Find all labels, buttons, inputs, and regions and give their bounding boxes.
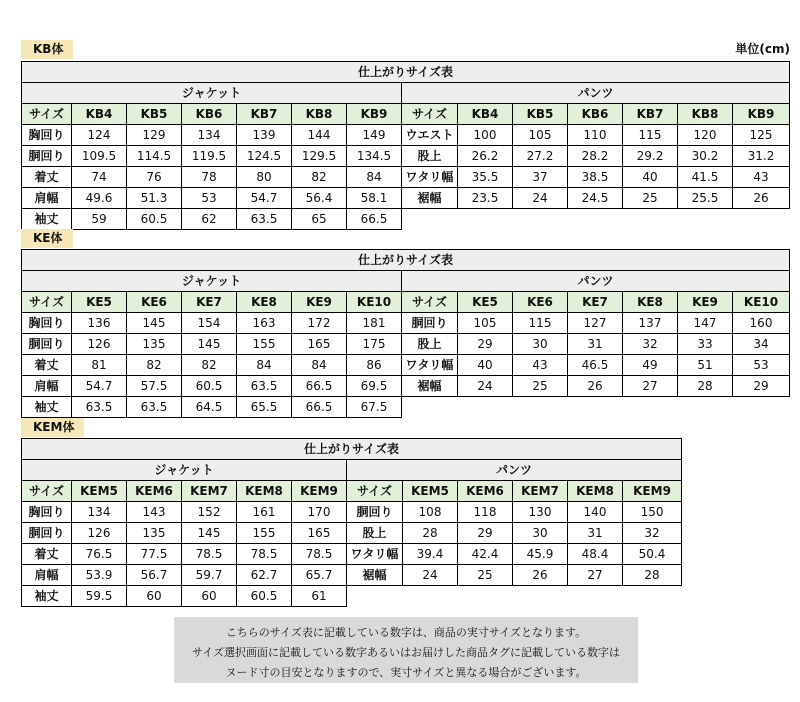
pants-cell: 24	[513, 188, 568, 209]
pants-cell: 33	[678, 334, 733, 355]
pants-cell: 100	[458, 125, 513, 146]
jacket-row-label: 袖丈	[22, 586, 72, 607]
pants-header-cell: KEM6	[458, 481, 513, 502]
title-row	[22, 250, 790, 271]
pants-cell: 130	[513, 502, 568, 523]
pants-header-cell: KE9	[678, 292, 733, 313]
jacket-cell: 53	[182, 188, 237, 209]
pants-cell: 53	[733, 355, 790, 376]
jacket-header-cell: KE5	[72, 292, 127, 313]
jacket-cell: 60.5	[127, 209, 182, 230]
jacket-header-cell: KEM8	[237, 481, 292, 502]
jacket-header-cell: KB4	[72, 104, 127, 125]
jacket-cell: 74	[72, 167, 127, 188]
jacket-cell: 80	[237, 167, 292, 188]
pants-cell: 31.2	[733, 146, 790, 167]
jacket-row-label: 肩幅	[22, 565, 72, 586]
jacket-cell: 53.9	[72, 565, 127, 586]
pants-cell: 28	[403, 523, 458, 544]
jacket-cell: 63.5	[72, 397, 127, 418]
jacket-cell: 78.5	[237, 544, 292, 565]
jacket-cell: 56.7	[127, 565, 182, 586]
jacket-cell: 149	[347, 125, 402, 146]
pants-cell: 31	[568, 523, 623, 544]
header-row	[22, 481, 682, 502]
jacket-cell: 82	[127, 355, 182, 376]
jacket-cell: 114.5	[127, 146, 182, 167]
jacket-cell: 145	[182, 523, 237, 544]
jacket-cell: 62.7	[237, 565, 292, 586]
pants-cell: 137	[623, 313, 678, 334]
jacket-cell: 181	[347, 313, 402, 334]
jacket-cell: 57.5	[127, 376, 182, 397]
pants-cell: 28	[678, 376, 733, 397]
table-row	[22, 125, 790, 146]
header-row	[22, 104, 790, 125]
pants-cell: 40	[458, 355, 513, 376]
table-row	[22, 544, 682, 565]
pants-cell: 140	[568, 502, 623, 523]
table-row	[22, 397, 790, 418]
jacket-cell: 126	[72, 334, 127, 355]
jacket-row-label: 胴回り	[22, 523, 72, 544]
jacket-header-cell: KEM9	[292, 481, 347, 502]
pants-header-cell: KEM8	[568, 481, 623, 502]
pants-cell: 29	[733, 376, 790, 397]
jacket-header-cell: KB9	[347, 104, 402, 125]
pants-cell: 24	[403, 565, 458, 586]
jacket-cell: 60.5	[182, 376, 237, 397]
table-row	[22, 334, 790, 355]
pants-cell: 27.2	[513, 146, 568, 167]
pants-cell: 147	[678, 313, 733, 334]
jacket-cell: 165	[292, 523, 347, 544]
pants-cell: 28.2	[568, 146, 623, 167]
jacket-cell: 134.5	[347, 146, 402, 167]
pants-cell: 46.5	[568, 355, 623, 376]
pants-cell: 105	[458, 313, 513, 334]
pants-cell: 127	[568, 313, 623, 334]
jacket-cell: 129	[127, 125, 182, 146]
jacket-cell: 124.5	[237, 146, 292, 167]
jacket-header-cell: サイズ	[22, 104, 72, 125]
jacket-cell: 144	[292, 125, 347, 146]
pants-cell: 28	[623, 565, 682, 586]
pants-cell: 26	[568, 376, 623, 397]
pants-header-cell: KE10	[733, 292, 790, 313]
jacket-cell: 63.5	[237, 376, 292, 397]
pants-cell: 26	[733, 188, 790, 209]
jacket-cell: 59.5	[72, 586, 127, 607]
jacket-cell: 84	[292, 355, 347, 376]
jacket-header-cell: KB6	[182, 104, 237, 125]
ke-size-table	[21, 249, 790, 418]
pants-header-cell: KB8	[678, 104, 733, 125]
jacket-cell: 139	[237, 125, 292, 146]
jacket-row-label: 着丈	[22, 544, 72, 565]
jacket-header-cell: サイズ	[22, 292, 72, 313]
jacket-header-cell: KE6	[127, 292, 182, 313]
pants-cell: 110	[568, 125, 623, 146]
pants-cell: 115	[513, 313, 568, 334]
table-row	[22, 313, 790, 334]
pants-header-cell: KE8	[623, 292, 678, 313]
pants-row-label: ウエスト	[402, 125, 458, 146]
pants-header-cell: サイズ	[347, 481, 403, 502]
pants-header-cell: KB4	[458, 104, 513, 125]
pants-header-cell: サイズ	[402, 292, 458, 313]
jacket-cell: 78.5	[182, 544, 237, 565]
jacket-header-cell: KEM7	[182, 481, 237, 502]
pants-cell: 24.5	[568, 188, 623, 209]
jacket-cell: 54.7	[237, 188, 292, 209]
pants-header-cell: KB9	[733, 104, 790, 125]
kb-size-table	[21, 61, 790, 230]
table-row	[22, 209, 790, 230]
jacket-cell: 63.5	[237, 209, 292, 230]
header-row	[22, 292, 790, 313]
jacket-row-label: 着丈	[22, 355, 72, 376]
jacket-cell: 78	[182, 167, 237, 188]
jacket-row-label: 胴回り	[22, 334, 72, 355]
table-row	[22, 586, 682, 607]
kem-size-table	[21, 438, 682, 607]
note-line: ヌード寸の目安となりますので、実寸サイズと異なる場合がございます。	[225, 666, 587, 679]
jacket-cell: 175	[347, 334, 402, 355]
jacket-cell: 67.5	[347, 397, 402, 418]
jacket-cell: 76	[127, 167, 182, 188]
pants-section-label: パンツ	[402, 271, 790, 292]
jacket-cell: 65.7	[292, 565, 347, 586]
pants-cell: 45.9	[513, 544, 568, 565]
pants-header-cell: KB5	[513, 104, 568, 125]
measurement-note	[174, 617, 638, 683]
pants-header-cell: サイズ	[402, 104, 458, 125]
jacket-cell: 66.5	[292, 376, 347, 397]
table-row	[22, 188, 790, 209]
pants-cell: 160	[733, 313, 790, 334]
pants-cell: 31	[568, 334, 623, 355]
jacket-cell: 54.7	[72, 376, 127, 397]
empty-area	[402, 209, 790, 230]
pants-cell: 24	[458, 376, 513, 397]
pants-header-cell: KEM9	[623, 481, 682, 502]
jacket-section-label: ジャケット	[22, 271, 402, 292]
jacket-cell: 65	[292, 209, 347, 230]
jacket-row-label: 着丈	[22, 167, 72, 188]
pants-section-label: パンツ	[347, 460, 682, 481]
jacket-cell: 58.1	[347, 188, 402, 209]
jacket-cell: 59.7	[182, 565, 237, 586]
jacket-cell: 145	[127, 313, 182, 334]
table-row	[22, 502, 682, 523]
pants-cell: 108	[403, 502, 458, 523]
empty-area	[402, 397, 790, 418]
jacket-cell: 145	[182, 334, 237, 355]
jacket-cell: 134	[72, 502, 127, 523]
pants-row-label: ワタリ幅	[402, 355, 458, 376]
jacket-cell: 155	[237, 334, 292, 355]
jacket-cell: 61	[292, 586, 347, 607]
jacket-row-label: 胸回り	[22, 502, 72, 523]
jacket-cell: 69.5	[347, 376, 402, 397]
jacket-cell: 60	[127, 586, 182, 607]
jacket-cell: 51.3	[127, 188, 182, 209]
jacket-cell: 170	[292, 502, 347, 523]
jacket-cell: 172	[292, 313, 347, 334]
pants-cell: 26.2	[458, 146, 513, 167]
pants-header-cell: KEM5	[403, 481, 458, 502]
jacket-cell: 84	[347, 167, 402, 188]
jacket-cell: 135	[127, 523, 182, 544]
jacket-cell: 84	[237, 355, 292, 376]
jacket-row-label: 肩幅	[22, 376, 72, 397]
jacket-header-cell: KE8	[237, 292, 292, 313]
pants-row-label: 胴回り	[347, 502, 403, 523]
jacket-row-label: 胴回り	[22, 146, 72, 167]
pants-cell: 48.4	[568, 544, 623, 565]
table-row	[22, 167, 790, 188]
pants-header-cell: KE6	[513, 292, 568, 313]
pants-row-label: ワタリ幅	[347, 544, 403, 565]
pants-cell: 27	[623, 376, 678, 397]
jacket-cell: 62	[182, 209, 237, 230]
pants-cell: 29.2	[623, 146, 678, 167]
pants-cell: 105	[513, 125, 568, 146]
jacket-section-label: ジャケット	[22, 460, 347, 481]
pants-row-label: ワタリ幅	[402, 167, 458, 188]
pants-cell: 49	[623, 355, 678, 376]
kem-body-label: KEM体	[21, 418, 84, 437]
jacket-cell: 78.5	[292, 544, 347, 565]
table-row	[22, 523, 682, 544]
table-row	[22, 376, 790, 397]
pants-cell: 115	[623, 125, 678, 146]
jacket-header-cell: KB8	[292, 104, 347, 125]
pants-row-label: 裾幅	[402, 376, 458, 397]
jacket-cell: 49.6	[72, 188, 127, 209]
pants-cell: 118	[458, 502, 513, 523]
jacket-header-cell: KB5	[127, 104, 182, 125]
jacket-header-cell: KEM6	[127, 481, 182, 502]
jacket-cell: 76.5	[72, 544, 127, 565]
jacket-row-label: 胸回り	[22, 125, 72, 146]
pants-cell: 41.5	[678, 167, 733, 188]
jacket-row-label: 袖丈	[22, 209, 72, 230]
pants-cell: 29	[458, 523, 513, 544]
jacket-cell: 129.5	[292, 146, 347, 167]
jacket-cell: 143	[127, 502, 182, 523]
pants-cell: 27	[568, 565, 623, 586]
jacket-cell: 60	[182, 586, 237, 607]
jacket-cell: 135	[127, 334, 182, 355]
jacket-cell: 124	[72, 125, 127, 146]
jacket-cell: 81	[72, 355, 127, 376]
pants-cell: 30	[513, 334, 568, 355]
pants-cell: 25	[513, 376, 568, 397]
pants-cell: 30	[513, 523, 568, 544]
jacket-cell: 86	[347, 355, 402, 376]
jacket-cell: 65.5	[237, 397, 292, 418]
pants-header-cell: KE7	[568, 292, 623, 313]
jacket-cell: 64.5	[182, 397, 237, 418]
jacket-row-label: 胸回り	[22, 313, 72, 334]
table-row	[22, 146, 790, 167]
ke-body-label: KE体	[21, 229, 73, 248]
jacket-row-label: 肩幅	[22, 188, 72, 209]
pants-cell: 43	[733, 167, 790, 188]
pants-cell: 43	[513, 355, 568, 376]
pants-row-label: 裾幅	[402, 188, 458, 209]
jacket-cell: 82	[182, 355, 237, 376]
jacket-header-cell: KEM5	[72, 481, 127, 502]
empty-area	[347, 586, 682, 607]
note-line: サイズ選択画面に記載している数字あるいはお届けした商品タグに記載している数字は	[191, 646, 621, 659]
note-line: こちらのサイズ表に記載している数字は、商品の実寸サイズとなります。	[225, 626, 587, 639]
jacket-cell: 66.5	[292, 397, 347, 418]
jacket-row-label: 袖丈	[22, 397, 72, 418]
pants-cell: 42.4	[458, 544, 513, 565]
jacket-cell: 161	[237, 502, 292, 523]
pants-row-label: 股上	[402, 146, 458, 167]
jacket-cell: 59	[72, 209, 127, 230]
jacket-cell: 152	[182, 502, 237, 523]
section-row	[22, 83, 790, 104]
pants-row-label: 股上	[402, 334, 458, 355]
pants-cell: 25	[623, 188, 678, 209]
jacket-cell: 154	[182, 313, 237, 334]
kb-body-label: KB体	[21, 40, 73, 59]
table-row	[22, 355, 790, 376]
pants-cell: 32	[623, 334, 678, 355]
pants-header-cell: KB6	[568, 104, 623, 125]
jacket-cell: 163	[237, 313, 292, 334]
pants-cell: 32	[623, 523, 682, 544]
pants-cell: 25.5	[678, 188, 733, 209]
pants-cell: 125	[733, 125, 790, 146]
jacket-section-label: ジャケット	[22, 83, 402, 104]
jacket-cell: 136	[72, 313, 127, 334]
pants-cell: 39.4	[403, 544, 458, 565]
jacket-header-cell: サイズ	[22, 481, 72, 502]
jacket-cell: 66.5	[347, 209, 402, 230]
jacket-cell: 56.4	[292, 188, 347, 209]
pants-cell: 150	[623, 502, 682, 523]
table-title: 仕上がりサイズ表	[22, 62, 790, 83]
pants-cell: 37	[513, 167, 568, 188]
pants-cell: 29	[458, 334, 513, 355]
pants-row-label: 胴回り	[402, 313, 458, 334]
unit-label: 単位(cm)	[735, 42, 790, 56]
jacket-header-cell: KE10	[347, 292, 402, 313]
pants-header-cell: KE5	[458, 292, 513, 313]
jacket-cell: 155	[237, 523, 292, 544]
pants-cell: 26	[513, 565, 568, 586]
jacket-cell: 134	[182, 125, 237, 146]
jacket-cell: 60.5	[237, 586, 292, 607]
table-title: 仕上がりサイズ表	[22, 439, 682, 460]
section-row	[22, 271, 790, 292]
pants-cell: 23.5	[458, 188, 513, 209]
pants-cell: 51	[678, 355, 733, 376]
pants-cell: 50.4	[623, 544, 682, 565]
table-row	[22, 565, 682, 586]
jacket-header-cell: KE7	[182, 292, 237, 313]
jacket-header-cell: KE9	[292, 292, 347, 313]
title-row	[22, 439, 682, 460]
pants-row-label: 裾幅	[347, 565, 403, 586]
title-row	[22, 62, 790, 83]
pants-header-cell: KB7	[623, 104, 678, 125]
pants-cell: 35.5	[458, 167, 513, 188]
pants-row-label: 股上	[347, 523, 403, 544]
section-row	[22, 460, 682, 481]
jacket-cell: 63.5	[127, 397, 182, 418]
pants-cell: 120	[678, 125, 733, 146]
pants-cell: 40	[623, 167, 678, 188]
pants-cell: 30.2	[678, 146, 733, 167]
jacket-cell: 77.5	[127, 544, 182, 565]
jacket-cell: 109.5	[72, 146, 127, 167]
pants-section-label: パンツ	[402, 83, 790, 104]
jacket-cell: 165	[292, 334, 347, 355]
jacket-header-cell: KB7	[237, 104, 292, 125]
pants-cell: 38.5	[568, 167, 623, 188]
table-title: 仕上がりサイズ表	[22, 250, 790, 271]
pants-header-cell: KEM7	[513, 481, 568, 502]
jacket-cell: 82	[292, 167, 347, 188]
pants-cell: 34	[733, 334, 790, 355]
jacket-cell: 126	[72, 523, 127, 544]
pants-cell: 25	[458, 565, 513, 586]
jacket-cell: 119.5	[182, 146, 237, 167]
